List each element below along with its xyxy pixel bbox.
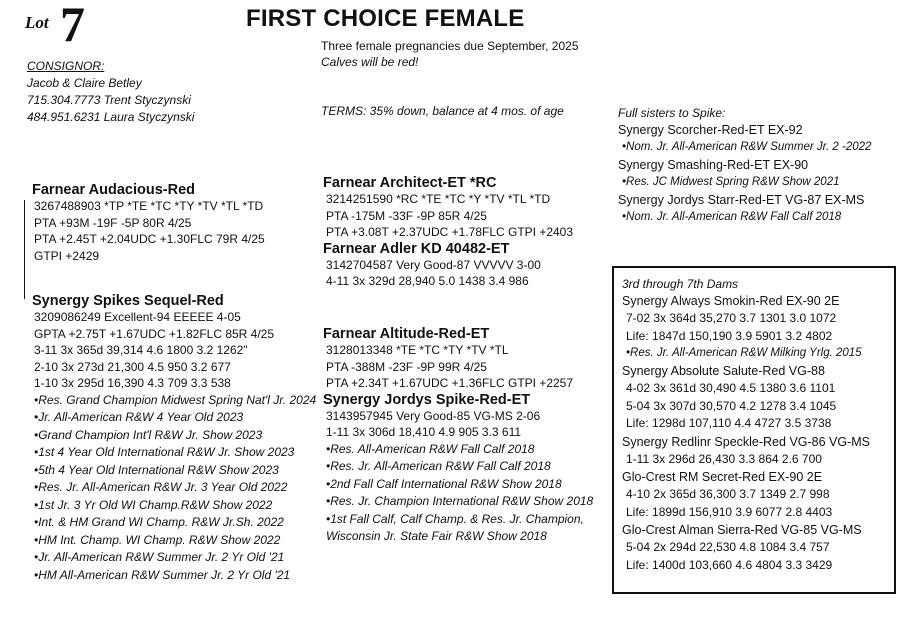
adler-name: Farnear Adler KD 40482-ET bbox=[323, 240, 510, 257]
dam-line: 3209086249 Excellent-94 EEEEE 4-05 bbox=[34, 310, 241, 324]
dam-award: •HM Int. Champ. WI Champ. R&W Show 2022 bbox=[34, 532, 281, 547]
sire-line: PTA +93M -19F -5P 80R 4/25 bbox=[34, 215, 192, 230]
adler-line: 4-11 3x 329d 28,940 5.0 1438 3.4 986 bbox=[326, 274, 529, 288]
dam-entry-record: 4-02 3x 361d 30,490 4.5 1380 3.6 1101 bbox=[626, 381, 836, 395]
dam-entry-name: Synergy Always Smokin-Red EX-90 2E bbox=[622, 294, 840, 308]
dam-award: •1st Jr. 3 Yr Old WI Champ.R&W Show 2022 bbox=[34, 497, 273, 512]
dam-entry-name: Synergy Absolute Salute-Red VG-88 bbox=[622, 364, 825, 378]
dam-award: •5th 4 Year Old International R&W Show 2023 bbox=[34, 462, 279, 477]
sire-name: Farnear Audacious-Red bbox=[32, 182, 196, 198]
dam-award: •Grand Champion Int'l R&W Jr. Show 2023 bbox=[34, 427, 263, 442]
spike-award: •2nd Fall Calf International R&W Show 2018 bbox=[326, 476, 562, 491]
architect-line: PTA -175M -33F -9P 85R 4/25 bbox=[326, 208, 487, 223]
dam-entry-record: Life: 1847d 150,190 3.9 5901 3.2 4802 bbox=[626, 328, 833, 343]
sire-line: PTA +2.45T +2.04UDC +1.30FLC 79R 4/25 bbox=[34, 232, 265, 246]
dam-entry-record: 1-11 3x 296d 26,430 3.3 864 2.6 700 bbox=[626, 451, 822, 466]
sister-note: •Nom. Jr. All-American R&W Fall Calf 2018 bbox=[622, 211, 842, 223]
dam-award: •Res. Jr. All-American R&W Jr. 3 Year Old 2022 bbox=[34, 480, 288, 494]
dams-heading: 3rd through 7th Dams bbox=[622, 277, 739, 291]
dam-entry-record: 4-10 2x 365d 36,300 3.7 1349 2.7 998 bbox=[626, 487, 830, 501]
subtitle-line-1: Three female pregnancies due September, 2025 bbox=[321, 39, 579, 53]
dam-entry-record: Life: 1899d 156,910 3.9 6077 2.8 4403 bbox=[626, 504, 833, 519]
sister-name: Synergy Smashing-Red-ET EX-90 bbox=[618, 158, 809, 172]
subtitle bbox=[321, 38, 579, 70]
sire-line: 3267488903 *TP *TE *TC *TY *TV *TL *TD bbox=[34, 199, 264, 213]
sister-note: •Nom. Jr. All-American R&W Summer Jr. 2 -2022 bbox=[622, 141, 872, 153]
spike-award: •Res. Jr. All-American R&W Fall Calf 2018 bbox=[326, 459, 551, 473]
dam-line: GPTA +2.75T +1.67UDC +1.82FLC 85R 4/25 bbox=[34, 326, 275, 341]
sister-name: Synergy Scorcher-Red-ET EX-92 bbox=[618, 123, 803, 137]
sister-name: Synergy Jordys Starr-Red-ET VG-87 EX-MS bbox=[618, 193, 865, 207]
dam-award: •HM All-American R&W Summer Jr. 2 Yr Old '21 bbox=[34, 567, 291, 582]
sire-line: GTPI +2429 bbox=[34, 248, 100, 263]
altitude-block bbox=[323, 326, 593, 546]
dam-block bbox=[32, 293, 316, 584]
architect-block bbox=[323, 175, 573, 290]
dam-entry-record: Life: 1298d 107,110 4.4 4727 3.5 3738 bbox=[626, 416, 832, 430]
spike-line: 3143957945 Very Good-85 VG-MS 2-06 bbox=[326, 408, 541, 423]
spike-line: 1-11 3x 306d 18,410 4.9 905 3.3 611 bbox=[326, 425, 522, 439]
altitude-line: PTA -388M -23F -9P 99R 4/25 bbox=[326, 359, 487, 374]
consignor-name: Jacob & Claire Betley bbox=[27, 76, 142, 90]
architect-line: PTA +3.08T +2.37UDC +1.78FLC GTPI +2403 bbox=[326, 225, 574, 239]
spike-award: •1st Fall Calf, Calf Champ. & Res. Jr. Champion, bbox=[326, 511, 584, 526]
altitude-name: Farnear Altitude-Red-ET bbox=[323, 326, 490, 342]
adler-line: 3142704587 Very Good-87 VVVVV 3-00 bbox=[326, 257, 541, 272]
dam-entry-record: 5-04 3x 307d 30,570 4.2 1278 3.4 1045 bbox=[626, 398, 837, 413]
dam-entry-name: Glo-Crest Alman Sierra-Red VG-85 VG-MS bbox=[622, 523, 862, 537]
spike-award: •Res. Jr. Champion International R&W Show 2018 bbox=[326, 494, 594, 508]
terms: TERMS: 35% down, balance at 4 mos. of age bbox=[321, 104, 564, 118]
dam-award: •Int. & HM Grand WI Champ. R&W Jr.Sh. 2022 bbox=[34, 515, 284, 529]
spike-name: Synergy Jordys Spike-Red-ET bbox=[323, 391, 531, 408]
sire-block bbox=[32, 182, 265, 264]
dam-entry-record: 5-04 2x 294d 22,530 4.8 1084 3.4 757 bbox=[626, 540, 830, 554]
dam-line: 1-10 3x 295d 16,390 4.3 709 3.3 538 bbox=[34, 376, 231, 390]
altitude-line: PTA +2.34T +1.67UDC +1.36FLC GTPI +2257 bbox=[326, 376, 574, 390]
lot-label: Lot bbox=[25, 13, 49, 32]
lot-number: 7 bbox=[60, 0, 85, 52]
full-sisters-heading: Full sisters to Spike: bbox=[618, 106, 726, 120]
architect-line: 3214251590 *RC *TE *TC *Y *TV *TL *TD bbox=[326, 192, 551, 206]
dam-entry-record: 7-02 3x 364d 35,270 3.7 1301 3.0 1072 bbox=[626, 311, 837, 325]
dam-award: •Res. Grand Champion Midwest Spring Nat'l Jr. 2024 bbox=[34, 392, 317, 407]
spike-award: Wisconsin Jr. State Fair R&W Show 2018 bbox=[326, 529, 547, 543]
dam-award: •Jr. All-American R&W Summer Jr. 2 Yr Old '21 bbox=[34, 550, 285, 564]
consignor-label: CONSIGNOR: bbox=[27, 59, 105, 73]
dam-name: Synergy Spikes Sequel-Red bbox=[32, 293, 224, 309]
page-title: FIRST CHOICE FEMALE bbox=[246, 5, 525, 32]
dam-entry-record: Life: 1400d 103,660 4.6 4804 3.3 3429 bbox=[626, 557, 833, 572]
dam-line: 3-11 3x 365d 39,314 4.6 1800 3.2 1262" bbox=[34, 343, 248, 357]
dam-award: •1st 4 Year Old International R&W Jr. Show 2023 bbox=[34, 445, 295, 459]
pedigree-bracket-line bbox=[24, 200, 25, 299]
altitude-line: 3128013348 *TE *TC *TY *TV *TL bbox=[326, 343, 509, 357]
dam-award: •Jr. All-American R&W 4 Year Old 2023 bbox=[34, 410, 244, 424]
dam-entry-note: •Res. Jr. All-American R&W Milking Yrlg. 2015 bbox=[626, 347, 862, 359]
sister-note: •Res. JC Midwest Spring R&W Show 2021 bbox=[622, 176, 840, 188]
architect-name: Farnear Architect-ET *RC bbox=[323, 175, 497, 191]
full-sisters-block bbox=[618, 105, 871, 226]
dam-entry-name: Glo-Crest RM Secret-Red EX-90 2E bbox=[622, 470, 823, 484]
consignor-block bbox=[27, 58, 194, 126]
subtitle-line-2: Calves will be red! bbox=[321, 55, 419, 69]
dam-entry-name: Synergy Redlinr Speckle-Red VG-86 VG-MS bbox=[622, 434, 871, 449]
consignor-phone-1: 715.304.7773 Trent Styczynski bbox=[27, 93, 191, 107]
dam-line: 2-10 3x 273d 21,300 4.5 950 3.2 677 bbox=[34, 359, 231, 374]
spike-award: •Res. All-American R&W Fall Calf 2018 bbox=[326, 441, 535, 456]
consignor-phone-2: 484.951.6231 Laura Styczynski bbox=[27, 110, 195, 124]
dams-box bbox=[612, 266, 896, 594]
